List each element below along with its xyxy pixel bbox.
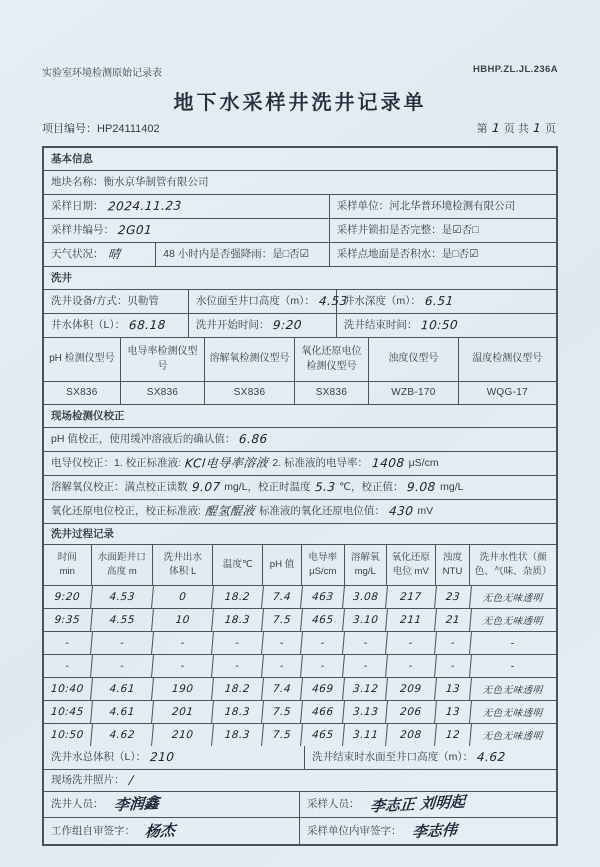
lock-intact-label: 采样井锁扣是否完整： xyxy=(336,224,442,237)
review-row xyxy=(44,818,556,844)
process-cell: 4.53 xyxy=(91,586,154,608)
section-process xyxy=(44,524,556,545)
process-cell: 0 xyxy=(152,586,214,608)
ph-calibration-cell xyxy=(44,428,556,451)
process-cell: 211 xyxy=(386,609,437,631)
process-cell: 无色无味透明 xyxy=(482,616,544,627)
do-reading-value: 9.07 xyxy=(190,480,221,495)
total-volume-label: 洗井水总体积（L）： xyxy=(51,751,147,764)
process-cell: 7.4 xyxy=(262,678,303,700)
instrument-type-header: 电导率检测仪型号 xyxy=(121,338,205,381)
process-cell: 210 xyxy=(152,724,214,746)
form-code: HBHP.ZL.JL.236A xyxy=(472,64,558,75)
process-header-row xyxy=(44,545,556,586)
water-height-cell xyxy=(189,290,349,313)
do-calibration-label-1: 溶解氧仪校正：满点校正读数 xyxy=(51,481,188,494)
project-row xyxy=(42,120,558,136)
do-calibration-cell xyxy=(44,476,556,499)
process-cell: 190 xyxy=(152,678,214,700)
process-cell: 4.61 xyxy=(91,678,154,700)
ph-calibration-value: 6.86 xyxy=(238,432,269,447)
instrument-model-value: SX836 xyxy=(295,382,369,404)
process-cell: 10:40 xyxy=(43,678,93,700)
wash-device-cell xyxy=(44,290,189,313)
process-cell: 18.3 xyxy=(212,609,264,631)
rain-cell xyxy=(156,243,330,266)
ec-standard-solution-value: KCl电导率溶液 xyxy=(184,455,269,471)
process-cell: - xyxy=(91,632,154,654)
sampling-org-label: 采样单位： xyxy=(336,200,390,213)
ec-calibration-cell xyxy=(44,452,556,475)
process-cell: 18.2 xyxy=(212,678,264,700)
document-header xyxy=(42,64,558,79)
process-cell: 12 xyxy=(435,724,472,746)
process-column-header: 浊度 NTU xyxy=(436,545,471,585)
process-cell: - xyxy=(212,655,264,677)
page-total: 1 xyxy=(532,120,542,136)
sampler-signature: 李志正 刘明起 xyxy=(368,792,466,816)
process-cell: 23 xyxy=(435,586,472,608)
process-cell: 13 xyxy=(435,701,472,723)
process-row xyxy=(44,678,556,701)
internal-review-signature: 李志伟 xyxy=(410,820,458,842)
internal-review-label: 采样单位内审签字： xyxy=(307,824,402,837)
site-name-cell xyxy=(44,171,556,194)
ec-unit: μS/cm xyxy=(408,457,439,470)
process-cell: 10:45 xyxy=(43,701,93,723)
process-row xyxy=(44,632,556,655)
process-cell: - xyxy=(301,655,345,677)
process-cell: 9:35 xyxy=(43,609,93,631)
instrument-model-value: SX836 xyxy=(44,382,121,404)
ec-calibration-label-1: 电导仪校正：1. 校正标准液: xyxy=(51,457,182,470)
process-cell: - xyxy=(262,632,303,654)
photo-label: 现场洗井照片： xyxy=(51,774,125,787)
process-column-header: 氧化还原 电位 mV xyxy=(387,545,436,585)
project-number: 项目编号：HP24111402 xyxy=(42,123,160,135)
process-cell: 3.10 xyxy=(344,609,388,631)
process-cell: 无色无味透明 xyxy=(482,685,544,696)
process-cell: 无色无味透明 xyxy=(482,708,544,719)
process-cell: 7.5 xyxy=(262,724,303,746)
well-lock-row xyxy=(44,219,556,243)
process-cell: - xyxy=(344,632,388,654)
section-calibration-label: 现场检测仪校正 xyxy=(51,409,125,422)
process-cell: - xyxy=(435,655,472,677)
instrument-type-header: pH 检测仪型号 xyxy=(44,338,121,381)
process-column-header: pH 值 xyxy=(263,545,302,585)
process-cell: - xyxy=(43,632,93,654)
photo-value: / xyxy=(127,773,134,788)
personnel-row xyxy=(44,792,556,818)
process-cell: 18.3 xyxy=(212,724,264,746)
process-column-header: 洗井出水 体积 L xyxy=(153,545,213,585)
process-cell: 206 xyxy=(386,701,437,723)
page-current: 1 xyxy=(491,120,501,136)
process-body xyxy=(44,586,556,746)
section-calibration xyxy=(44,405,556,428)
sampling-date-label: 采样日期： xyxy=(51,200,104,213)
page-number xyxy=(475,120,558,136)
total-volume-cell xyxy=(44,746,305,769)
instrument-model-value: SX836 xyxy=(121,382,205,404)
photo-row xyxy=(44,770,556,792)
well-volume-value: 68.18 xyxy=(128,318,167,333)
process-cell: - xyxy=(510,660,516,672)
end-height-label: 洗井结束时水面至井口高度（m）： xyxy=(312,751,474,764)
ec-standard-value: 1408 xyxy=(371,456,406,471)
orp-standard-solution-value: 醌氢醌液 xyxy=(204,504,256,519)
process-cell: - xyxy=(212,632,264,654)
ec-calibration-label-2: 2. 标准液的电导率： xyxy=(272,457,369,470)
process-column-header: 洗井水性状（颜 色、气味、杂质） xyxy=(474,551,552,577)
process-cell: 18.2 xyxy=(212,586,264,608)
process-cell: 无色无味透明 xyxy=(482,731,544,742)
ph-calibration-label: pH 值校正，使用缓冲溶液后的确认值： xyxy=(51,433,236,446)
well-volume-label: 井水体积（L）： xyxy=(51,319,126,332)
self-review-cell xyxy=(44,818,300,844)
process-table xyxy=(44,545,556,746)
instrument-type-header: 氧化还原电位检测仪型号 xyxy=(295,338,369,381)
sampler-label: 采样人员： xyxy=(307,798,360,811)
process-row xyxy=(44,701,556,724)
washer-cell xyxy=(44,792,300,817)
instrument-value-row xyxy=(44,382,556,405)
process-cell: 208 xyxy=(386,724,437,746)
orp-calibration-label-2: 标准液的氧化还原电位值： xyxy=(258,505,385,518)
process-cell: 3.12 xyxy=(344,678,388,700)
site-name-value: 衡水京华制管有限公司 xyxy=(103,176,209,189)
well-depth-cell xyxy=(337,290,556,313)
process-cell: - xyxy=(262,655,303,677)
orp-calibration-label-1: 氧化还原电位校正，校正标准液: xyxy=(51,505,201,518)
orp-unit: mV xyxy=(417,505,434,518)
instrument-type-header: 溶解氧检测仪型号 xyxy=(205,338,295,381)
process-row xyxy=(44,655,556,678)
do-temp-value: 5.3 xyxy=(314,480,336,495)
page-word-2: 页 xyxy=(545,123,556,135)
process-cell: 465 xyxy=(301,609,345,631)
washer-signature: 李润鑫 xyxy=(112,794,160,815)
sampling-date-value: 2024.11.23 xyxy=(106,199,182,214)
process-column-header: 水面距井口 高度 m xyxy=(92,545,153,585)
process-cell: 7.5 xyxy=(262,609,303,631)
process-cell: 21 xyxy=(435,609,472,631)
ponding-label: 采样点地面是否积水： xyxy=(336,248,442,261)
section-process-label: 洗井过程记录 xyxy=(51,527,114,540)
wash-end-cell xyxy=(337,314,556,337)
form-category-label: 实验室环境检测原始记录表 xyxy=(42,68,162,79)
wash-device-label: 洗井设备/方式： xyxy=(51,295,128,308)
wash-end-label: 洗井结束时间： xyxy=(343,319,418,332)
process-cell: 7.4 xyxy=(262,586,303,608)
process-cell: 10 xyxy=(152,609,214,631)
process-cell: 10:50 xyxy=(43,724,93,746)
lock-intact-cell xyxy=(330,219,556,242)
ponding-checkboxes: 是□否☑ xyxy=(441,248,479,261)
page-title: 地下水采样井洗井记录单 xyxy=(173,92,427,114)
ponding-cell xyxy=(330,243,556,266)
wash-volume-row xyxy=(44,314,556,338)
process-cell: - xyxy=(386,655,437,677)
instrument-header-row xyxy=(44,338,556,382)
site-name-label: 地块名称： xyxy=(51,176,104,189)
total-volume-value: 210 xyxy=(149,750,176,765)
process-column-header: 电导率 μS/cm xyxy=(302,545,344,585)
process-cell: - xyxy=(435,632,472,654)
process-cell: 201 xyxy=(152,701,214,723)
process-cell: - xyxy=(91,655,154,677)
process-cell: 217 xyxy=(386,586,437,608)
process-row xyxy=(44,609,556,632)
process-cell: - xyxy=(152,655,214,677)
self-review-label: 工作组自审签字： xyxy=(51,824,135,837)
process-cell: 7.5 xyxy=(262,701,303,723)
sampling-date-cell xyxy=(44,195,330,218)
process-column-header: 温度℃ xyxy=(213,545,263,585)
process-cell: 469 xyxy=(301,678,345,700)
record-table xyxy=(42,146,558,846)
orp-calibration-row xyxy=(44,500,556,524)
sampling-org-cell xyxy=(330,195,556,218)
process-cell: 无色无味透明 xyxy=(482,593,544,604)
ec-calibration-row xyxy=(44,452,556,476)
process-column-header: 时间 min xyxy=(44,545,92,585)
process-cell: 18.3 xyxy=(212,701,264,723)
rain-checkboxes: 是□否☑ xyxy=(272,248,309,261)
water-height-value: 4.53 xyxy=(318,294,349,309)
wash-device-value: 贝勒管 xyxy=(127,295,159,308)
process-cell: 3.13 xyxy=(344,701,388,723)
lock-intact-checkboxes: 是☑否□ xyxy=(441,224,479,237)
page-of-word: 页 共 xyxy=(503,123,529,135)
washer-label: 洗井人员： xyxy=(51,798,104,811)
process-cell: 463 xyxy=(301,586,345,608)
wash-start-cell xyxy=(189,314,337,337)
section-wash xyxy=(44,267,556,290)
process-cell: 466 xyxy=(301,701,345,723)
process-cell: - xyxy=(301,632,345,654)
section-basic-info xyxy=(44,148,556,171)
process-cell: - xyxy=(43,655,93,677)
ph-calibration-row xyxy=(44,428,556,452)
page-word: 第 xyxy=(476,123,488,135)
site-name-row xyxy=(44,171,556,195)
process-cell: 3.11 xyxy=(344,724,388,746)
date-org-row xyxy=(44,195,556,219)
process-column-header: 溶解氧 mg/L xyxy=(345,545,387,585)
wash-start-value: 9:20 xyxy=(272,318,303,333)
process-cell: - xyxy=(152,632,214,654)
wash-end-value: 10:50 xyxy=(420,318,459,333)
summary-row xyxy=(44,746,556,770)
instrument-model-value: WZB-170 xyxy=(369,382,459,404)
water-height-label: 水位面至井口高度（m）： xyxy=(195,295,315,308)
wash-start-label: 洗井开始时间： xyxy=(195,319,270,332)
process-cell: 465 xyxy=(301,724,345,746)
weather-row xyxy=(44,243,556,267)
instrument-type-header: 温度检测仪型号 xyxy=(472,353,543,365)
process-cell: - xyxy=(510,637,516,649)
rain-label: 48 小时内是否强降雨： xyxy=(163,248,273,261)
process-cell: 4.61 xyxy=(91,701,154,723)
do-unit: mg/L xyxy=(440,481,464,494)
process-cell: - xyxy=(386,632,437,654)
process-cell: 13 xyxy=(435,678,472,700)
internal-review-cell xyxy=(300,818,556,844)
self-review-signature: 杨杰 xyxy=(144,821,176,841)
process-cell: 3.08 xyxy=(344,586,388,608)
instrument-model-value: SX836 xyxy=(205,382,295,404)
process-cell: 9:20 xyxy=(43,586,93,608)
sampling-org-value: 河北华普环境检测有限公司 xyxy=(389,200,516,213)
do-calibration-label-2: mg/L，校正时温度 xyxy=(224,481,311,494)
do-calibration-row xyxy=(44,476,556,500)
process-cell: - xyxy=(344,655,388,677)
do-calibration-value: 9.08 xyxy=(406,480,437,495)
process-cell: 4.55 xyxy=(91,609,154,631)
well-number-cell xyxy=(44,219,330,242)
weather-label: 天气状况： xyxy=(51,248,104,261)
well-depth-value: 6.51 xyxy=(424,294,455,309)
weather-cell xyxy=(44,243,156,266)
process-row xyxy=(44,724,556,746)
end-height-cell xyxy=(305,746,556,769)
sampler-cell xyxy=(300,792,556,817)
section-basic-info-label: 基本信息 xyxy=(51,152,93,165)
orp-calibration-cell xyxy=(44,500,556,523)
instrument-type-header: 浊度仪型号 xyxy=(369,338,459,381)
well-depth-label: 井水深度（m）： xyxy=(343,295,421,308)
process-row xyxy=(44,586,556,609)
orp-calibration-value: 430 xyxy=(388,504,414,519)
well-number-value: 2G01 xyxy=(117,223,153,238)
photo-cell xyxy=(44,770,556,791)
section-wash-label: 洗井 xyxy=(51,271,72,284)
do-calibration-label-3: ℃，校正值： xyxy=(339,481,404,494)
well-volume-cell xyxy=(44,314,189,337)
instrument-model-value: WQG-17 xyxy=(486,387,528,399)
process-cell: 209 xyxy=(386,678,437,700)
process-cell: 4.62 xyxy=(91,724,154,746)
end-height-value: 4.62 xyxy=(476,750,507,765)
weather-value: 晴 xyxy=(106,247,121,262)
wash-device-row xyxy=(44,290,556,314)
well-number-label: 采样井编号： xyxy=(51,224,114,237)
